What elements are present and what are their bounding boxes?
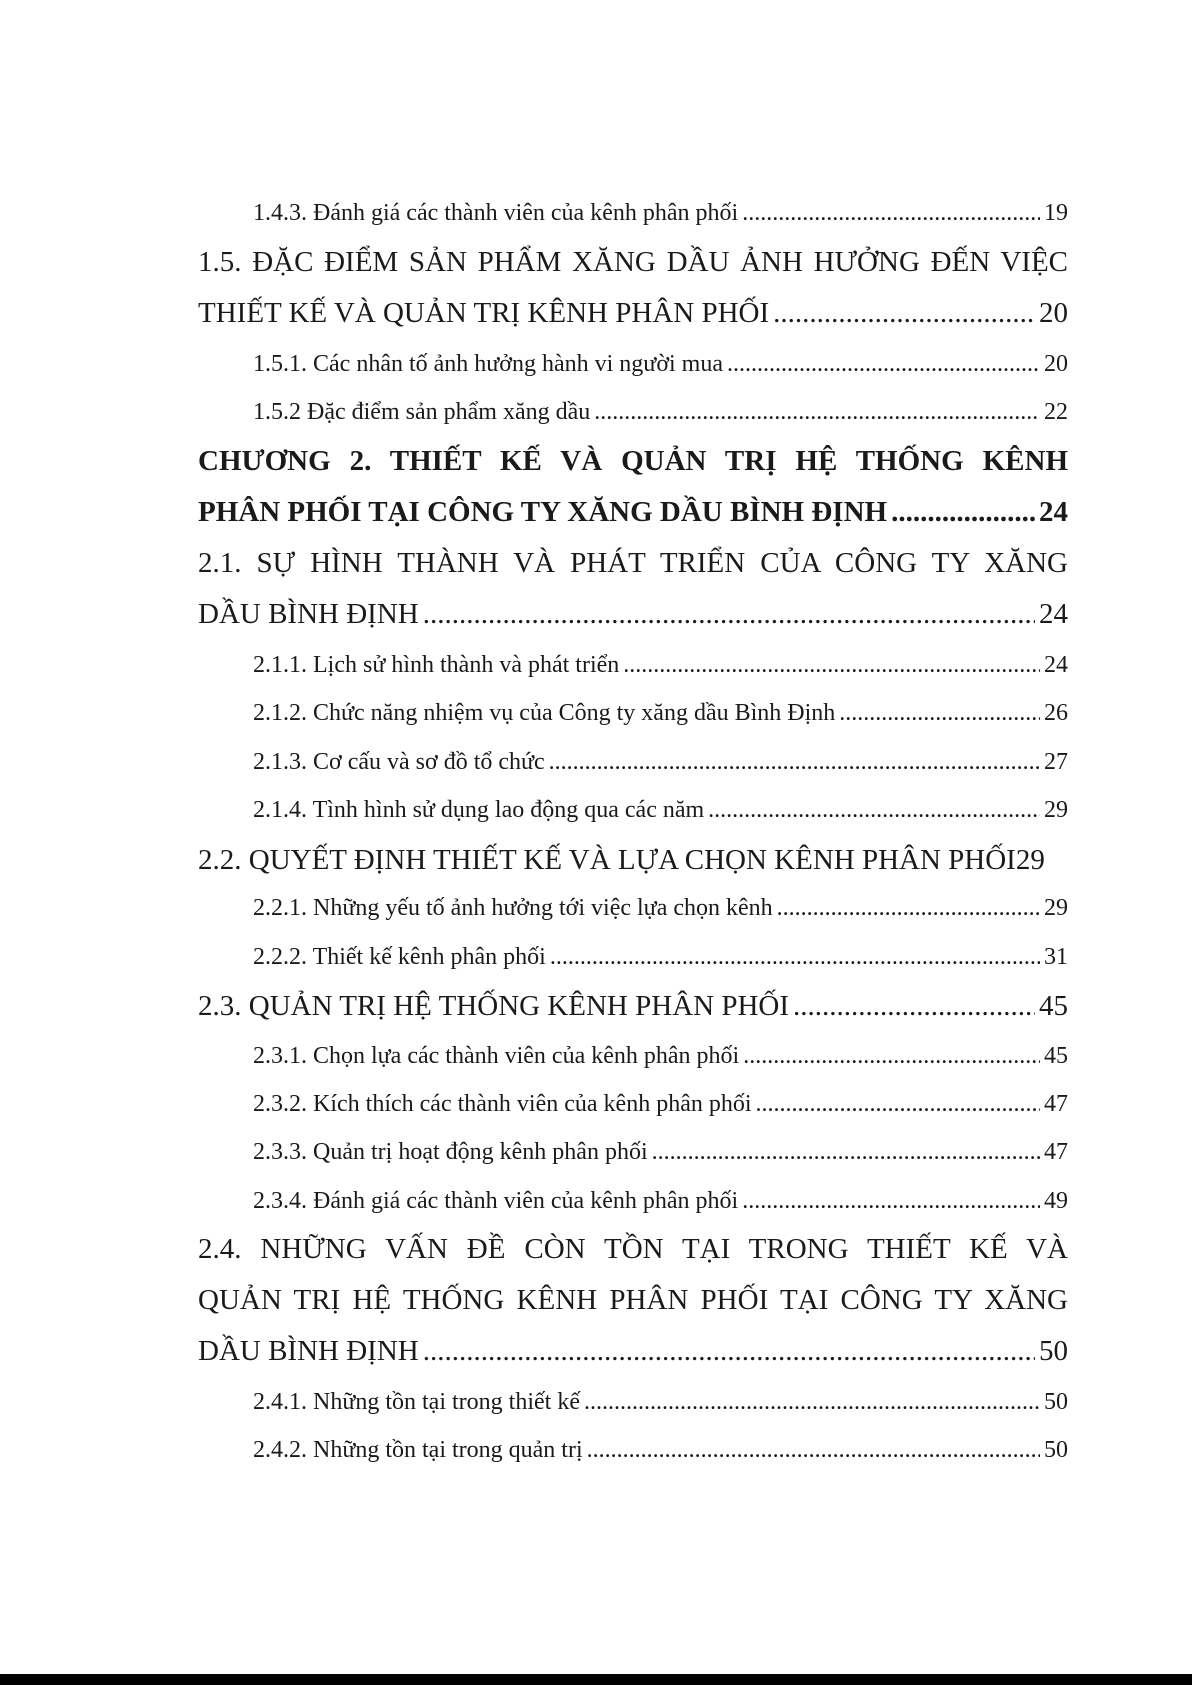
toc-leader-dots bbox=[793, 986, 1035, 1026]
toc-entry-title: 2.3.4. Đánh giá các thành viên của kênh phân phối bbox=[253, 1188, 739, 1214]
toc-entry-2-1-4[interactable] bbox=[253, 793, 1068, 827]
toc-leader-dots bbox=[742, 196, 1040, 230]
toc-entry-title: 2.2.1. Những yếu tố ảnh hưởng tới việc lựa chọn kênh bbox=[253, 895, 773, 921]
toc-leader-dots bbox=[423, 594, 1035, 634]
toc-entry-2-4-line2[interactable]: QUẢN TRỊ HỆ THỐNG KÊNH PHÂN PHỐI TẠI CÔNG TY XĂNG bbox=[198, 1284, 1068, 1316]
toc-entry-title: PHÂN PHỐI TẠI CÔNG TY XĂNG DẦU BÌNH ĐỊNH bbox=[198, 496, 888, 528]
toc-entry-title: 2.1.1. Lịch sử hình thành và phát triển bbox=[253, 652, 620, 678]
toc-page-number: 50 bbox=[1039, 1335, 1068, 1367]
toc-entry-2-1-1[interactable] bbox=[253, 648, 1068, 682]
toc-page-number: 31 bbox=[1044, 944, 1068, 970]
toc-leader-dots bbox=[652, 1135, 1040, 1169]
toc-entry-2-2-1[interactable] bbox=[253, 891, 1068, 925]
toc-chapter-2[interactable] bbox=[198, 492, 1068, 532]
toc-leader-dots bbox=[742, 1184, 1040, 1218]
toc-leader-dots bbox=[587, 1433, 1040, 1467]
toc-entry-2-4[interactable] bbox=[198, 1331, 1068, 1371]
toc-page-number: 29 bbox=[1044, 895, 1068, 921]
toc-page-number: 27 bbox=[1044, 749, 1068, 775]
toc-entry-2-1-2[interactable] bbox=[253, 696, 1068, 730]
toc-leader-dots bbox=[727, 347, 1040, 381]
toc-page-number: 24 bbox=[1039, 496, 1068, 528]
toc-entry-title: 2.3.3. Quản trị hoạt động kênh phân phối bbox=[253, 1139, 648, 1165]
toc-page-number: 50 bbox=[1044, 1389, 1068, 1415]
toc-entry-2-3[interactable] bbox=[198, 986, 1068, 1026]
toc-entry-title: 2.1.2. Chức năng nhiệm vụ của Công ty xăng dầu Bình Định bbox=[253, 700, 836, 726]
toc-page-number: 47 bbox=[1044, 1139, 1068, 1165]
toc-page-number: 49 bbox=[1044, 1188, 1068, 1214]
bottom-edge-bar bbox=[0, 1674, 1192, 1685]
toc-entry-2-3-2[interactable] bbox=[253, 1087, 1068, 1121]
toc-entry-1-5-line1[interactable]: 1.5. ĐẶC ĐIỂM SẢN PHẨM XĂNG DẦU ẢNH HƯỞNG ĐẾN VIỆC bbox=[198, 246, 1068, 278]
toc-entry-title: DẦU BÌNH ĐỊNH bbox=[198, 1335, 419, 1367]
toc-entry-2-4-2[interactable] bbox=[253, 1433, 1068, 1467]
toc-entry-2-1-line1[interactable]: 2.1. SỰ HÌNH THÀNH VÀ PHÁT TRIỂN CỦA CÔNG TY XĂNG bbox=[198, 547, 1068, 579]
toc-leader-dots bbox=[777, 891, 1040, 925]
toc-page-number: 47 bbox=[1044, 1091, 1068, 1117]
toc-leader-dots bbox=[756, 1087, 1040, 1121]
toc-entry-title: 1.5.1. Các nhân tố ảnh hưởng hành vi người mua bbox=[253, 351, 723, 377]
toc-page-number: 29 bbox=[1044, 797, 1068, 823]
toc-entry-title: 2.4.1. Những tồn tại trong thiết kế bbox=[253, 1389, 580, 1415]
toc-entry-title: THIẾT KẾ VÀ QUẢN TRỊ KÊNH PHÂN PHỐI bbox=[198, 297, 770, 329]
toc-entry-2-2[interactable] bbox=[198, 840, 1068, 880]
toc-page-number: 50 bbox=[1044, 1437, 1068, 1463]
toc-entry-2-4-line1[interactable]: 2.4. NHỮNG VẤN ĐỀ CÒN TỒN TẠI TRONG THIẾT KẾ VÀ bbox=[198, 1233, 1068, 1265]
toc-page-number: 24 bbox=[1039, 598, 1068, 630]
toc-page-number: 20 bbox=[1044, 351, 1068, 377]
toc-entry-2-2-2[interactable] bbox=[253, 940, 1068, 974]
toc-entry-2-3-1[interactable] bbox=[253, 1039, 1068, 1073]
toc-page-number: 45 bbox=[1039, 990, 1068, 1022]
toc-page-number: 29 bbox=[1015, 844, 1045, 876]
toc-leader-dots bbox=[773, 293, 1035, 333]
toc-entry-title: 2.2. QUYẾT ĐỊNH THIẾT KẾ VÀ LỰA CHỌN KÊNH PHÂN PHỐI bbox=[198, 844, 1016, 876]
toc-leader-dots bbox=[623, 648, 1040, 682]
toc-leader-dots bbox=[549, 745, 1040, 779]
toc-entry-1-5-2[interactable] bbox=[253, 395, 1068, 429]
toc-entry-1-5[interactable] bbox=[198, 293, 1068, 333]
toc-entry-title: 2.1.4. Tình hình sử dụng lao động qua các năm bbox=[253, 797, 705, 823]
toc-entry-2-3-4[interactable] bbox=[253, 1184, 1068, 1218]
toc-entry-title: 1.4.3. Đánh giá các thành viên của kênh phân phối bbox=[253, 200, 739, 226]
toc-entry-title: 2.3. QUẢN TRỊ HỆ THỐNG KÊNH PHÂN PHỐI bbox=[198, 990, 790, 1022]
toc-entry-title: DẦU BÌNH ĐỊNH bbox=[198, 598, 419, 630]
toc-entry-title: 2.3.2. Kích thích các thành viên của kênh phân phối bbox=[253, 1091, 752, 1117]
toc-leader-dots bbox=[423, 1331, 1035, 1371]
toc-page-number: 26 bbox=[1044, 700, 1068, 726]
toc-entry-title: 2.4.2. Những tồn tại trong quản trị bbox=[253, 1437, 583, 1463]
toc-entry-1-4-3[interactable] bbox=[253, 196, 1068, 230]
toc-page-number: 24 bbox=[1044, 652, 1068, 678]
toc-entry-1-5-1[interactable] bbox=[253, 347, 1068, 381]
toc-entry-2-1-3[interactable] bbox=[253, 745, 1068, 779]
toc-leader-dots bbox=[584, 1385, 1040, 1419]
toc-page-number: 22 bbox=[1044, 399, 1068, 425]
toc-entry-title: 1.5.2 Đặc điểm sản phẩm xăng dầu bbox=[253, 399, 591, 425]
toc-leader-dots bbox=[594, 395, 1040, 429]
toc-entry-title: 2.1.3. Cơ cấu và sơ đồ tổ chức bbox=[253, 749, 545, 775]
toc-entry-2-3-3[interactable] bbox=[253, 1135, 1068, 1169]
toc-entry-title: 2.2.2. Thiết kế kênh phân phối bbox=[253, 944, 546, 970]
toc-leader-dots bbox=[743, 1039, 1040, 1073]
toc-page-number: 45 bbox=[1044, 1043, 1068, 1069]
toc-leader-dots bbox=[550, 940, 1040, 974]
toc-leader-dots bbox=[839, 696, 1040, 730]
toc-entry-title: 2.3.1. Chọn lựa các thành viên của kênh phân phối bbox=[253, 1043, 740, 1069]
toc-leader-dots bbox=[891, 492, 1035, 532]
toc-page-number: 20 bbox=[1039, 297, 1068, 329]
toc-chapter-2-line1[interactable]: CHƯƠNG 2. THIẾT KẾ VÀ QUẢN TRỊ HỆ THỐNG KÊNH bbox=[198, 445, 1068, 477]
toc-page-number: 19 bbox=[1044, 200, 1068, 226]
toc-entry-2-1[interactable] bbox=[198, 594, 1068, 634]
toc-leader-dots bbox=[708, 793, 1040, 827]
toc-entry-2-4-1[interactable] bbox=[253, 1385, 1068, 1419]
